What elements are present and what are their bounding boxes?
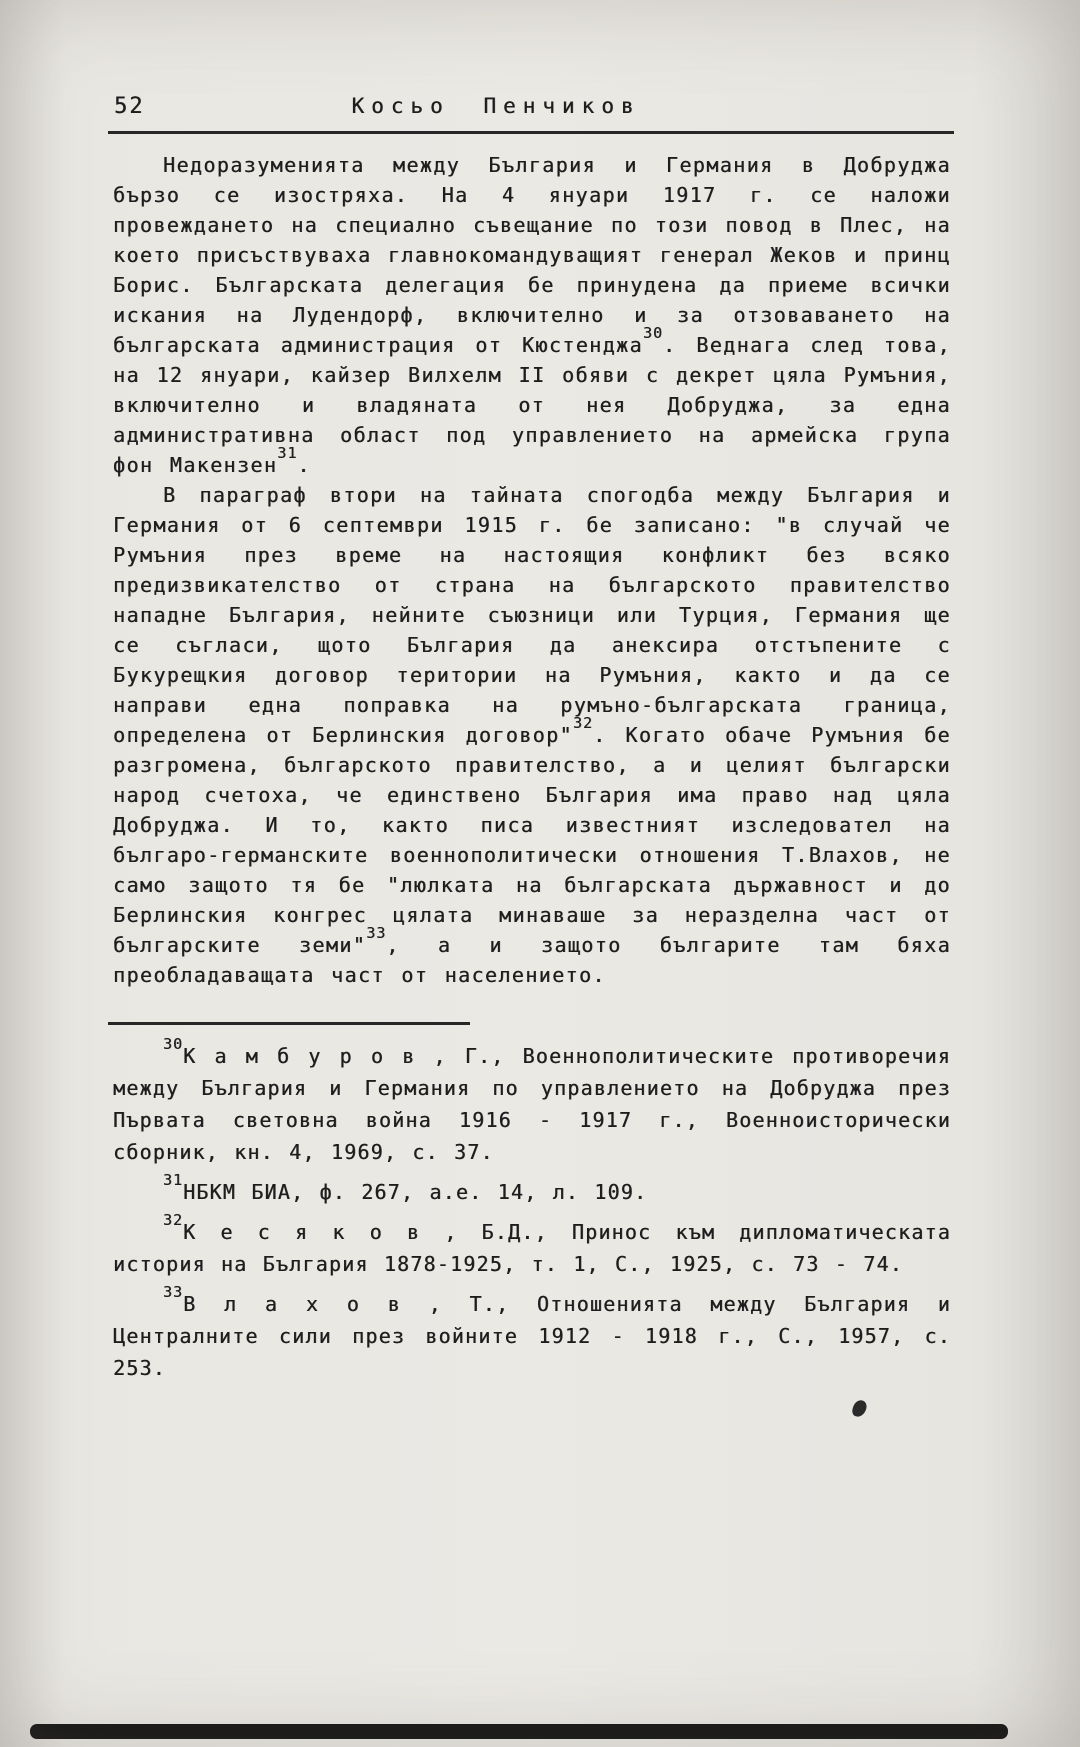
footnote: $^{33}$В л а х о в , Т., Отношенията между България и Централните сили през войните 1912 - 1918 г., С., 1957, с. 253. — [113, 1282, 951, 1380]
footnote-number: 30 — [642, 323, 663, 342]
footnote: $^{31}$НБКМ БИА, ф. 267, а.е. 14, л. 109. — [163, 1170, 648, 1204]
scan-edge-bottom — [30, 1724, 1008, 1739]
page-number: 52 — [114, 94, 145, 119]
footnote-number: 31 — [163, 1170, 184, 1189]
body-paragraph: Недоразуменията между България и Германия в Добруджа бързо се изостряха. На 4 януари 1917 г. се наложи провеждането на специално съвещание по този повод в Плес, на което присъствуваха главнокомандуващият генерал Жеков и принц Борис. Българската делегация бе принудена да приеме всички искания на Лудендорф, включително и за отзоваването на българската администрация от Кюстенджа$^{30}$. Веднага след това, на 12 януари, кайзер Вилхелм II обяви с декрет цяла Румъния, включително и владяната от нея Добруджа, за една административна област под управлението на армейска група фон Макензен$^{31}$. — [113, 153, 951, 477]
footnote-number: 31 — [277, 443, 298, 462]
body-text — [113, 150, 951, 990]
footnote-number: 30 — [163, 1034, 184, 1053]
footnote-number: 33 — [163, 1282, 184, 1301]
page-header — [112, 94, 950, 126]
footnote: $^{30}$К а м б у р о в , Г., Военнополитическите противоречия между България и Германия по управлението на Добруджа през Първата световна война 1916 - 1917 г., Военноисторически сборник, кн. 4, 1969, с. 37. — [113, 1034, 951, 1164]
ink-mark — [851, 1398, 869, 1418]
header-rule — [108, 131, 954, 134]
footnote-rule — [108, 1022, 470, 1025]
body-paragraph: В параграф втори на тайната спогодба между България и Германия от 6 септември 1915 г. бе записано: "в случай че Румъния през време на настоящия конфликт без всяко предизвикателство от страна на българското правителство нападне България, нейните съюзници или Турция, Германия ще се съгласи, щото България да анексира отстъпените с Букурещкия договор територии на Румъния, както и да се направи една поправка на румъно-българската граница, определена от Берлинския договор"$^{32}$. Когато обаче Румъния бе разгромена, българското правителство, а и целият български народ счетоха, че единствено България има право над цяла Добруджа. И то, както писа известният изследовател на българо-германските военнополитически отношения Т.Влахов, не само защото тя бе "люлката на българската държавност и до Берлинския конгрес цялата минаваше за неразделна част от българските земи"$^{33}$, а и защото българите там бяха преобладаващата част от населението. — [113, 483, 952, 987]
page-title: Косьо Пенчиков — [351, 94, 641, 118]
footnote-number: 33 — [366, 923, 387, 942]
footnote-number: 32 — [163, 1210, 184, 1229]
footnotes-section — [113, 1034, 951, 1392]
footnote: $^{32}$К е с я к о в , Б.Д., Принос към дипломатическата история на България 1878-1925, т. 1, С., 1925, с. 73 - 74. — [113, 1210, 951, 1276]
footnote-number: 32 — [573, 713, 594, 732]
